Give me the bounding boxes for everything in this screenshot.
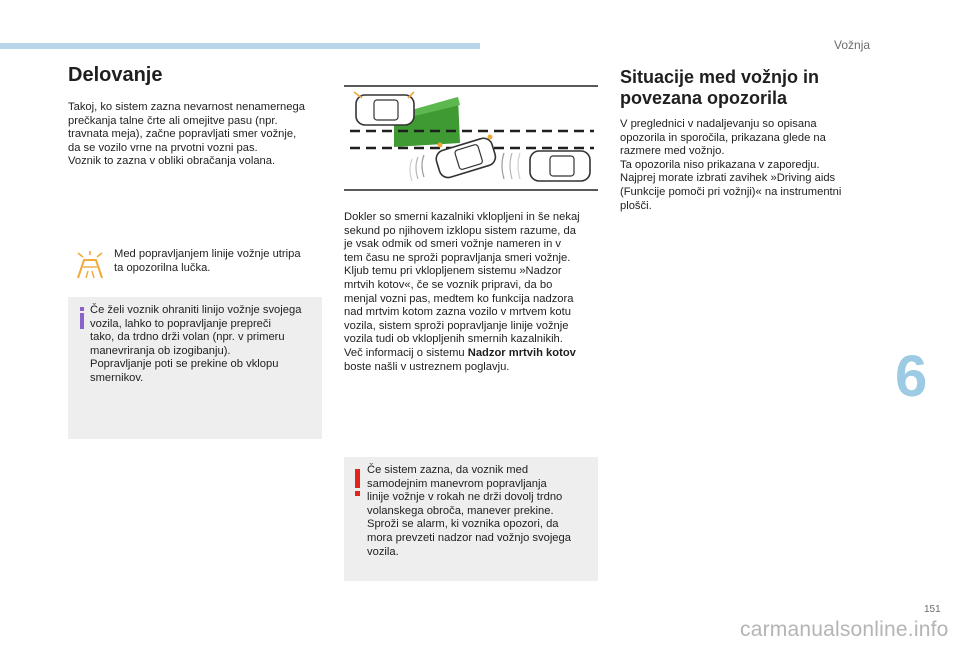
- text-line: boste našli v ustreznem poglavju.: [344, 360, 510, 373]
- warning-light-text: [114, 248, 320, 275]
- text-line: Več informacij o sistemu: [344, 346, 468, 359]
- text-line: je vsak odmik od smeri vožnje nameren in v: [344, 238, 562, 251]
- text-line: Ta opozorila niso prikazana v zaporedju.: [620, 158, 820, 171]
- text-line: tem času ne sproži popravljanja smeri vožnje.: [344, 251, 571, 264]
- text-line: vozila tudi ob vklopljenih smernih kazalnikih.: [344, 333, 563, 346]
- warning-light-icon: [74, 251, 106, 281]
- text-line: menjal vozni pas, medtem ko funkcija nadzora: [344, 292, 574, 305]
- chapter-number: 6: [895, 344, 928, 409]
- lane-keeping-blind-spot-diagram: [344, 85, 598, 191]
- section-title-delovanje: Delovanje: [68, 64, 163, 86]
- text-line: travnata meja), začne popravljati smer vožnje,: [68, 128, 297, 141]
- text-line: prečkanja talne črte ali omejitve pasu (npr.: [68, 114, 278, 127]
- text-line: Če želi voznik ohraniti linijo vožnje svojega: [90, 304, 302, 316]
- text-line: Takoj, ko sistem zazna nevarnost nenamernega: [68, 101, 305, 113]
- text-line: Če sistem zazna, da voznik med: [367, 464, 529, 476]
- info-text: [90, 304, 318, 386]
- text-line: (Funkcije pomoči pri vožnji)« na instrumentni: [620, 185, 842, 198]
- text-line: Popravljanje poti se prekine ob vklopu: [90, 358, 279, 371]
- text-line: vozila, sistem sproži popravljanje linije vožnje: [344, 319, 569, 332]
- text-line: Med popravljanjem linije vožnje utripa: [114, 248, 301, 260]
- text-line: samodejnim manevrom popravljanja: [367, 477, 547, 490]
- car-rear: [530, 151, 590, 181]
- text-line: razmere med vožnjo.: [620, 145, 725, 158]
- info-icon: [76, 307, 90, 329]
- text-line: Sproži se alarm, ki voznika opozori, da: [367, 518, 559, 531]
- alert-text: [367, 464, 593, 559]
- header-accent-bar: [0, 43, 480, 49]
- intro-paragraph: [68, 101, 326, 169]
- info-box: [68, 297, 322, 439]
- text-line: mora prevzeti nadzor nad vožnjo svojega: [367, 531, 571, 544]
- situations-paragraph: [620, 118, 865, 213]
- blind-spot-reference: Nadzor mrtvih kotov: [467, 346, 576, 359]
- text-line: nad mrtvim kotom zazna vozilo v mrtvem kotu: [344, 306, 571, 319]
- watermark: carmanualsonline.info: [740, 618, 949, 641]
- text-line: manevriranja ob izogibanju).: [90, 344, 231, 357]
- turn-signal-paragraph: [344, 211, 602, 374]
- text-line: linije vožnje v rokah ne drži dovolj trdno: [367, 491, 563, 504]
- text-line: Voznik to zazna v obliki obračanja volana.: [68, 155, 276, 168]
- text-line: Najprej morate izbrati zavihek »Driving aids: [620, 172, 836, 185]
- text-line: sekund po njihovem izklopu sistem razume, da: [344, 224, 576, 237]
- text-line: volanskega obroča, manever prekine.: [367, 504, 554, 517]
- text-line: mrtvih kotov«, če se voznik pripravi, da bo: [344, 278, 553, 291]
- page-number: 151: [924, 604, 941, 615]
- text-line: opozorila in sporočila, prikazana glede na: [620, 131, 826, 144]
- text-line: da se vozilo vrne na prvotni vozni pas.: [68, 141, 258, 154]
- alert-box: [344, 457, 598, 581]
- title-line: povezana opozorila: [620, 88, 788, 108]
- text-line: vozila.: [367, 545, 399, 558]
- exclamation-icon: [352, 469, 364, 497]
- warning-light-note: [68, 241, 322, 291]
- text-line: plošči.: [620, 199, 652, 212]
- text-line: Dokler so smerni kazalniki vklopljeni in še nekaj: [344, 211, 580, 223]
- text-line: Kljub temu pri vklopljenem sistemu »Nadzor: [344, 265, 562, 278]
- text-line: smernikov.: [90, 371, 144, 384]
- text-line: tako, da trdno drži volan (npr. v primeru: [90, 331, 285, 344]
- text-line: vozila, lahko to popravljanje prepreči: [90, 317, 271, 330]
- title-line: Situacije med vožnjo in: [620, 67, 820, 87]
- car-upper: [354, 92, 414, 125]
- section-label: Vožnja: [834, 38, 871, 52]
- section-title-situacije: [620, 67, 870, 109]
- text-line: ta opozorilna lučka.: [114, 261, 211, 274]
- text-line: V preglednici v nadaljevanju so opisana: [620, 118, 817, 130]
